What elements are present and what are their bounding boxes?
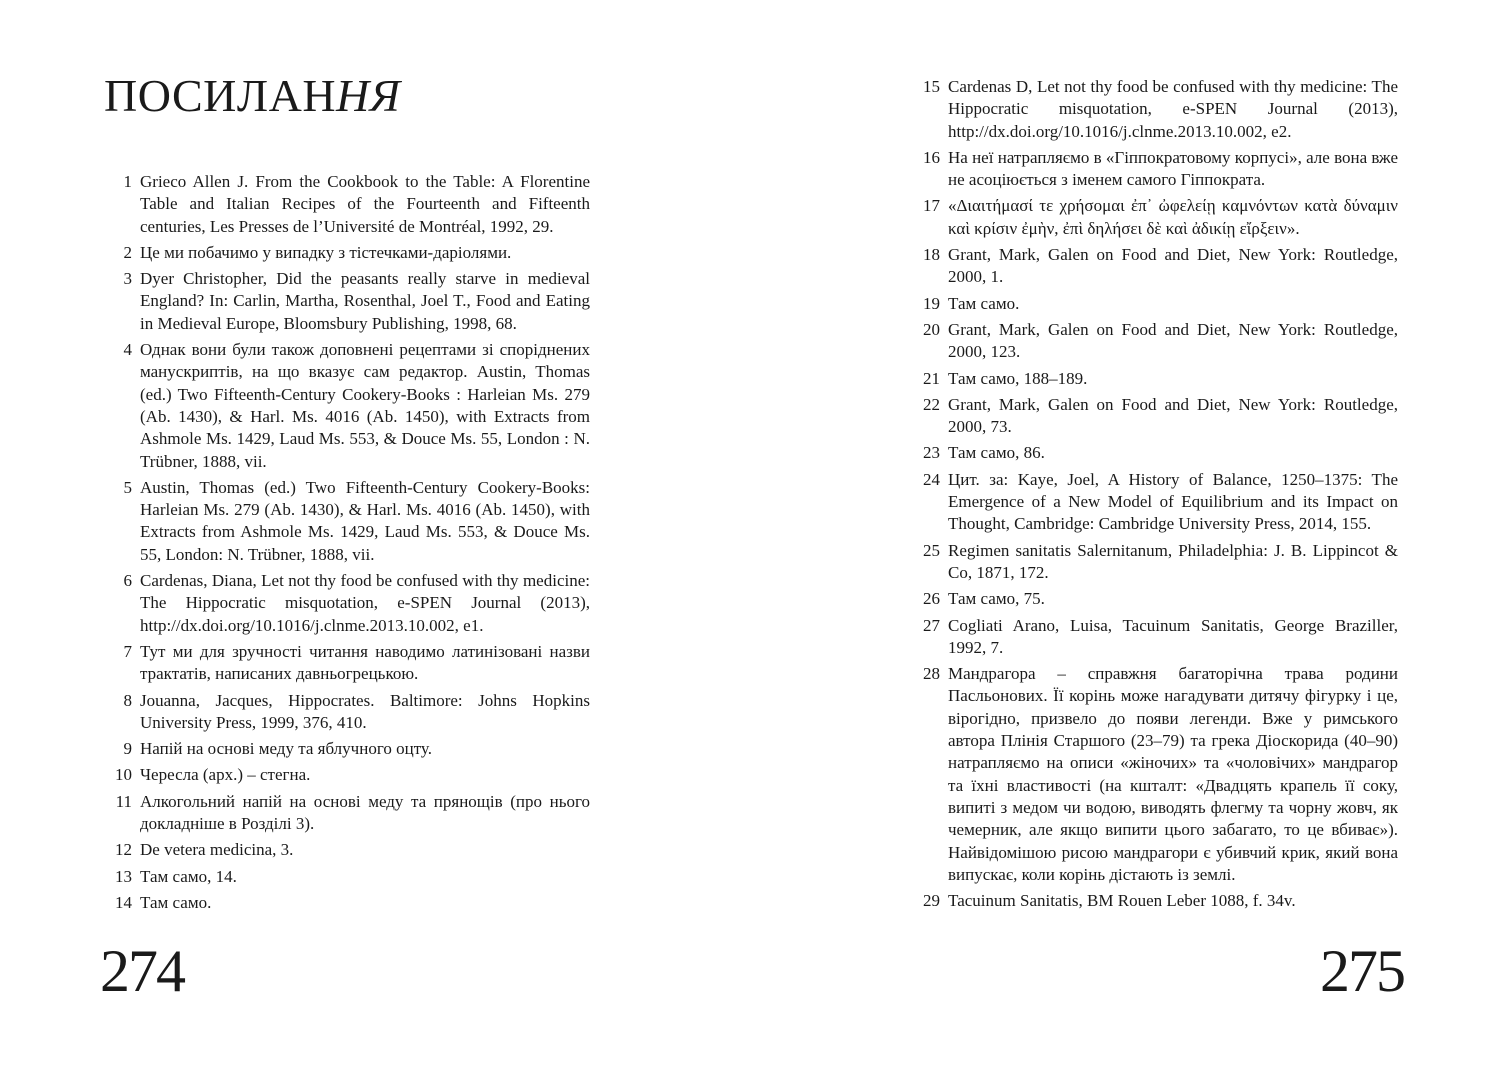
note-number: 14 — [115, 892, 132, 912]
note-item — [104, 690, 590, 735]
note-text: «Διαιτήμασί τε χρήσομαι ἐπ᾽ ὠφελείῃ καμνόντων κατὰ δύναμιν καὶ κρίσιν ἐμὴν, ἐπὶ δηλήσει δὲ καὶ ἀδικίῃ εἴρξειν». — [948, 196, 1398, 238]
note-item — [912, 147, 1398, 192]
note-text: Grant, Mark, Galen on Food and Diet, New York: Routledge, 2000, 1. — [948, 245, 1398, 287]
note-number: 17 — [923, 196, 940, 216]
note-text: Jouanna, Jacques, Hippocrates. Baltimore: Johns Hopkins University Press, 1999, 376, 410. — [140, 690, 590, 732]
note-text: Там само, 14. — [140, 866, 237, 886]
note-number: 2 — [123, 242, 132, 262]
note-text: Tacuinum Sanitatis, BM Rouen Leber 1088, f. 34v. — [948, 891, 1296, 911]
note-text: Мандрагора – справжня багаторічна трава родини Пасльонових. Її корінь може нагадувати дитячу фігурку і це, вірогідно, призвело до появи легенди. Вже у римського автора Плінія Старшого (23–79) та грека Діоскорида (40–90) натрапляємо на описи «жіночих» та «чоловічих» мандрагор та їхні властивості (на кшталт: «Двадцять крапель її соку, випиті з медом чи водою, виводять флегму та чорну жовч, як чемерник, але якщо випити цього забагато, то це вбиває»). Найвідомішою рисою мандрагори є убивчий крик, який вона випускає, коли корінь дістають із землі. — [948, 664, 1398, 884]
note-number: 23 — [923, 443, 940, 463]
note-number: 28 — [923, 664, 940, 684]
page-title-italic: НЯ — [336, 70, 401, 121]
note-number: 24 — [923, 469, 940, 489]
note-item — [104, 268, 590, 335]
note-text: Dyer Christopher, Did the peasants really starve in medieval England? In: Carlin, Martha, Rosenthal, Joel T., Food and Eating in Medieval Europe, Bloomsbury Publishing, 1998, 68. — [140, 269, 590, 333]
note-item — [912, 195, 1398, 240]
note-number: 19 — [923, 293, 940, 313]
note-item — [912, 540, 1398, 585]
note-text: Cardenas D, Let not thy food be confused with thy medicine: The Hippocratic misquotation, e-SPEN Journal (2013), http://dx.doi.org/10.1016/j.clnme.2013.10.002, e2. — [948, 77, 1398, 141]
note-item — [912, 890, 1398, 912]
note-text: Grant, Mark, Galen on Food and Diet, New York: Routledge, 2000, 73. — [948, 394, 1398, 437]
note-item — [104, 570, 590, 637]
note-item — [912, 244, 1398, 289]
note-number: 22 — [923, 394, 940, 414]
note-number: 26 — [923, 589, 940, 609]
note-item — [104, 641, 590, 686]
note-text: Там само, 86. — [948, 443, 1045, 463]
page-number-left: 274 — [100, 938, 184, 1004]
note-item — [104, 791, 590, 836]
note-text: Цит. за: Kaye, Joel, A History of Balance, 1250–1375: The Emergence of a New Model of Equilibrium and its Impact on Thought, Cambridge: Cambridge University Press, 2014, 155. — [948, 469, 1398, 534]
note-item — [912, 663, 1398, 886]
note-text: Там само. — [140, 892, 212, 912]
note-text: Там само, 188–189. — [948, 368, 1088, 388]
page-number-right: 275 — [1320, 938, 1404, 1004]
note-text: Це ми побачимо у випадку з тістечками-даріолями. — [140, 242, 512, 262]
note-item — [104, 242, 590, 264]
note-item — [912, 319, 1398, 364]
note-item — [104, 171, 590, 238]
note-number: 29 — [923, 891, 940, 911]
notes-list-left — [104, 171, 590, 918]
notes-list-right — [912, 76, 1398, 916]
note-item — [104, 892, 590, 914]
note-text: Там само, 75. — [948, 589, 1045, 609]
page-title-main: ПОСИЛАН — [104, 70, 337, 121]
note-item — [912, 293, 1398, 315]
note-item — [912, 615, 1398, 660]
note-text: Austin, Thomas (ed.) Two Fifteenth-Century Cookery-Books: Harleian Ms. 279 (Ab. 1430), & Harl. Ms. 4016 (Ab. 1450), with Extracts from Ashmole Ms. 1429, Laud Ms. 553, & Douce Ms. 55, London: N. Trübner, 1888, vii. — [140, 477, 590, 564]
note-text: Cogliati Arano, Luisa, Tacuinum Sanitatis, George Braziller, 1992, 7. — [948, 615, 1398, 657]
note-number: 16 — [923, 147, 940, 167]
note-item — [104, 477, 590, 566]
note-item — [104, 339, 590, 473]
page-title — [104, 68, 401, 124]
note-text: Алкогольний напій на основі меду та прянощів (про нього докладніше в Розділі 3). — [140, 791, 590, 834]
note-text: Чересла (арх.) – стегна. — [140, 765, 311, 785]
note-item — [104, 738, 590, 760]
note-text: Тут ми для зручності читання наводимо латинізовані назви трактатів, написаних давньогрецькою. — [140, 641, 590, 684]
note-item — [912, 76, 1398, 143]
note-text: Grant, Mark, Galen on Food and Diet, New York: Routledge, 2000, 123. — [948, 319, 1398, 362]
note-text: Grieco Allen J. From the Cookbook to the Table: A Florentine Table and Italian Recipes of the Fourteenth and Fifteenth centuries, Les Presses de l’Université de Montréal, 1992, 29. — [140, 172, 590, 236]
note-item — [912, 469, 1398, 536]
note-text: На неї натрапляємо в «Гіппократовому корпусі», але вона вже не асоціюється з іменем самого Гіппократа. — [948, 147, 1398, 190]
note-item — [912, 368, 1398, 390]
note-number: 7 — [123, 641, 132, 661]
note-number: 9 — [123, 739, 132, 759]
note-number: 15 — [923, 77, 940, 96]
note-number: 13 — [115, 866, 132, 886]
note-number: 11 — [115, 791, 132, 811]
note-number: 5 — [123, 477, 132, 497]
note-item — [104, 866, 590, 888]
note-number: 6 — [123, 571, 132, 591]
note-number: 25 — [923, 540, 940, 560]
note-text: Там само. — [948, 293, 1020, 313]
note-number: 12 — [115, 840, 132, 860]
note-number: 4 — [123, 340, 132, 360]
note-number: 3 — [123, 269, 132, 289]
note-text: Cardenas, Diana, Let not thy food be confused with thy medicine: The Hippocratic misquotation, e-SPEN Journal (2013), http://dx.doi.org/10.1016/j.clnme.2013.10.002, e1. — [140, 571, 590, 635]
note-text: Однак вони були також доповнені рецептами зі споріднених манускриптів, на що вказує сам редактор. Austin, Thomas (ed.) Two Fifteenth-Century Cookery-Books : Harleian Ms. 279 (Ab. 1430), & Harl. Ms. 4016 (Ab. 1450), with Extracts from Ashmole Ms. 1429, Laud Ms. 553, & Douce Ms. 55, London : N. Trübner, 1888, vii. — [140, 340, 590, 471]
note-item — [912, 588, 1398, 610]
note-text: Напій на основі меду та яблучного оцту. — [140, 739, 432, 759]
note-number: 8 — [123, 690, 132, 710]
note-item — [104, 839, 590, 861]
note-number: 18 — [923, 245, 940, 265]
note-item — [912, 394, 1398, 439]
note-number: 27 — [923, 615, 940, 635]
note-text: Regimen sanitatis Salernitanum, Philadelphia: J. B. Lippincot & Co, 1871, 172. — [948, 540, 1398, 582]
note-number: 20 — [923, 319, 940, 339]
note-number: 21 — [923, 368, 940, 388]
note-item — [104, 764, 590, 786]
note-item — [912, 442, 1398, 464]
note-number: 10 — [115, 765, 132, 785]
right-page — [750, 0, 1500, 1072]
note-number: 1 — [123, 172, 132, 191]
note-text: De vetera medicina, 3. — [140, 840, 294, 860]
